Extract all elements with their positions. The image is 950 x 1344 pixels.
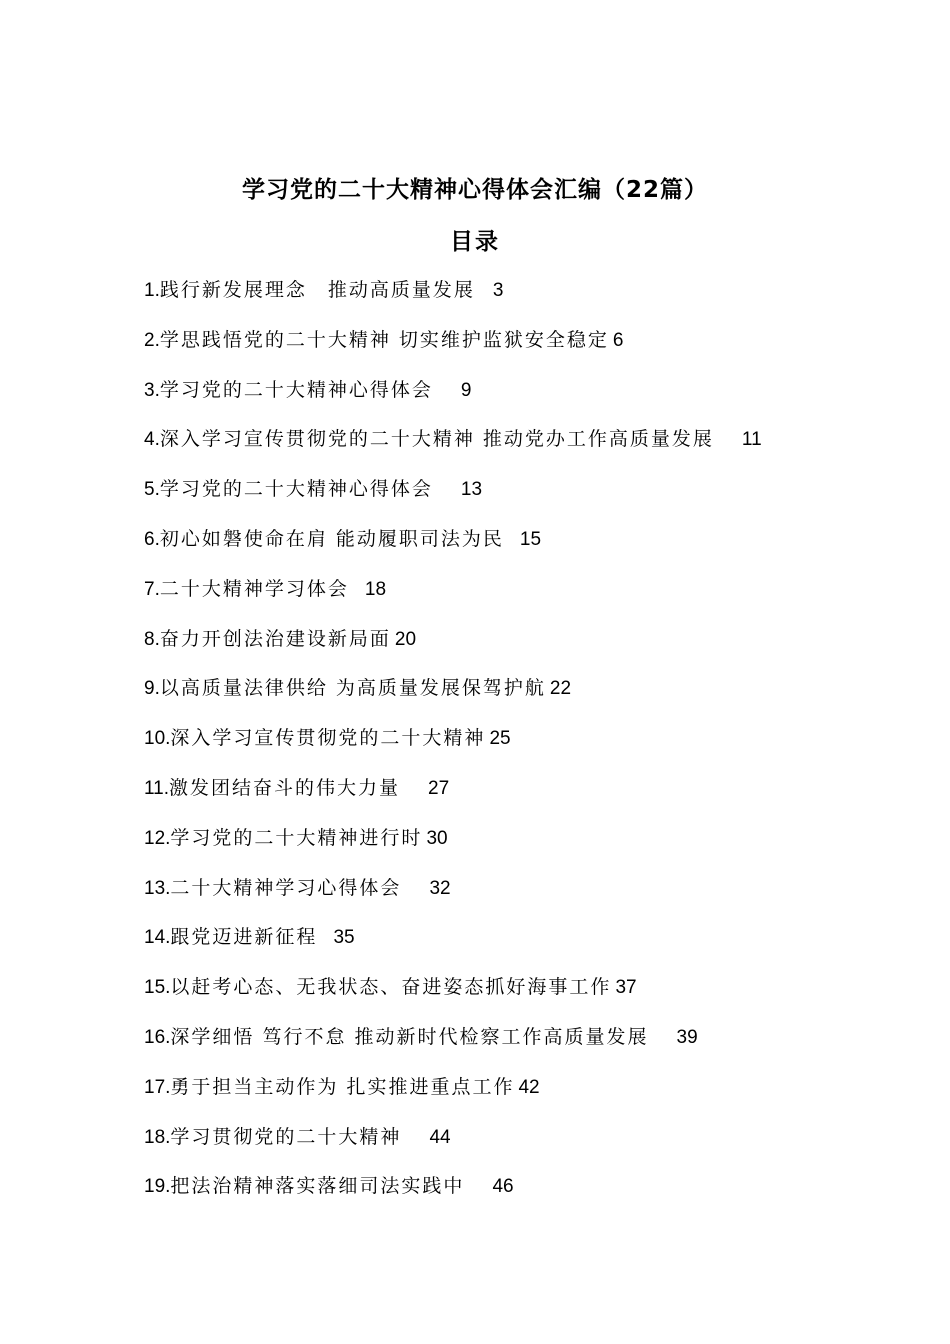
toc-entry-page: 11 — [741, 429, 762, 451]
toc-entry-number: 9. — [144, 678, 160, 700]
toc-entry[interactable] — [144, 1168, 864, 1218]
toc-entry[interactable] — [144, 372, 864, 422]
toc-entry-page: 9 — [460, 379, 472, 401]
toc-entry-page: 42 — [518, 1076, 540, 1098]
toc-entry-page: 15 — [519, 528, 542, 550]
toc-entry-title: 以高质量法律供给 为高质量发展保驾护航 — [159, 677, 546, 700]
toc-entry-page: 6 — [612, 329, 624, 351]
toc-entry-number: 5. — [144, 479, 160, 501]
toc-entry-page: 22 — [549, 678, 572, 700]
toc-entry-page: 32 — [429, 877, 451, 899]
toc-entry-number: 1. — [144, 280, 160, 301]
toc-entry[interactable] — [144, 720, 864, 770]
toc-entry-number: 2. — [144, 329, 160, 351]
toc-entry[interactable] — [144, 421, 864, 471]
toc-entry-title: 学习党的二十大精神心得体会 — [159, 378, 433, 401]
toc-entry-title: 学习贯彻党的二十大精神 — [170, 1125, 402, 1148]
toc-entry-title: 二十大精神学习心得体会 — [170, 876, 402, 899]
toc-entry-title: 二十大精神学习体会 — [159, 577, 349, 600]
toc-entry-page: 27 — [428, 777, 450, 799]
toc-entry-page: 30 — [426, 827, 448, 849]
toc-entry-number: 18. — [144, 1126, 171, 1148]
toc-entry[interactable] — [144, 322, 864, 372]
toc-entry-page: 44 — [429, 1126, 451, 1148]
toc-entry[interactable] — [144, 770, 864, 820]
toc-entry-page: 25 — [489, 728, 511, 750]
toc-entry[interactable] — [144, 1119, 864, 1169]
toc-entry-title: 跟党迈进新征程 — [170, 926, 318, 949]
toc-entry-number: 12. — [144, 827, 171, 849]
toc-entry-number: 3. — [144, 379, 160, 401]
toc-entry-title: 学思践悟党的二十大精神 切实维护监狱安全稳定 — [159, 328, 609, 351]
toc-entry-title: 以赶考心态、无我状态、奋进姿态抓好海事工作 — [170, 976, 612, 999]
toc-entry-number: 7. — [144, 578, 160, 600]
toc-entry-number: 14. — [144, 927, 171, 949]
toc-heading: 目录 — [450, 229, 500, 255]
toc-entry-number: 16. — [144, 1026, 171, 1048]
toc-entry[interactable] — [144, 1019, 864, 1069]
toc-entry-page: 35 — [333, 927, 355, 949]
toc-entry[interactable] — [144, 621, 864, 671]
toc-entry-title: 践行新发展理念 推动高质量发展 — [159, 279, 475, 301]
toc-entry-page: 39 — [676, 1026, 698, 1048]
toc-entry-title: 勇于担当主动作为 扎实推进重点工作 — [170, 1075, 515, 1098]
toc-entry[interactable] — [144, 521, 864, 571]
document-title: 学习党的二十大精神心得体会汇编（22篇） — [241, 177, 708, 203]
toc-entry-page: 18 — [364, 578, 387, 600]
toc-entry-number: 15. — [144, 977, 171, 999]
toc-entry[interactable] — [144, 471, 864, 521]
toc-entry[interactable] — [144, 1069, 864, 1119]
toc-entry[interactable] — [144, 919, 864, 969]
toc-entry-title: 学习党的二十大精神进行时 — [170, 826, 423, 849]
toc-entry-title: 深学细悟 笃行不怠 推动新时代检察工作高质量发展 — [170, 1025, 649, 1048]
toc-entry-number: 13. — [144, 877, 171, 899]
toc-entry[interactable] — [144, 870, 864, 920]
toc-entry-number: 6. — [144, 528, 160, 550]
toc-entry[interactable] — [144, 820, 864, 870]
toc-entry-page: 3 — [492, 280, 504, 301]
toc-entry-title: 深入学习宣传贯彻党的二十大精神 — [170, 727, 486, 750]
toc-entry-title: 学习党的二十大精神心得体会 — [159, 478, 433, 501]
toc-entry-page: 20 — [394, 628, 417, 650]
toc-entry-page: 46 — [492, 1176, 514, 1198]
toc-entry-number: 11. — [144, 777, 170, 799]
toc-entry-number: 19. — [144, 1176, 171, 1198]
toc-entry-page: 13 — [460, 479, 483, 501]
toc-entry-page: 37 — [615, 977, 637, 999]
toc-entry-title: 激发团结奋斗的伟大力量 — [169, 776, 401, 799]
table-of-contents — [144, 272, 864, 1218]
toc-entry[interactable] — [144, 670, 864, 720]
toc-entry-title: 深入学习宣传贯彻党的二十大精神 推动党办工作高质量发展 — [159, 428, 714, 451]
toc-entry-number: 10. — [144, 728, 171, 750]
toc-entry[interactable] — [144, 272, 864, 322]
toc-entry-title: 初心如磐使命在肩 能动履职司法为民 — [159, 527, 504, 550]
toc-entry-number: 8. — [144, 628, 160, 650]
toc-entry-title: 奋力开创法治建设新局面 — [159, 627, 391, 650]
toc-entry[interactable] — [144, 571, 864, 621]
toc-entry[interactable] — [144, 969, 864, 1019]
toc-entry-title: 把法治精神落实落细司法实践中 — [170, 1175, 465, 1198]
toc-entry-number: 4. — [144, 429, 160, 451]
toc-entry-number: 17. — [144, 1076, 171, 1098]
